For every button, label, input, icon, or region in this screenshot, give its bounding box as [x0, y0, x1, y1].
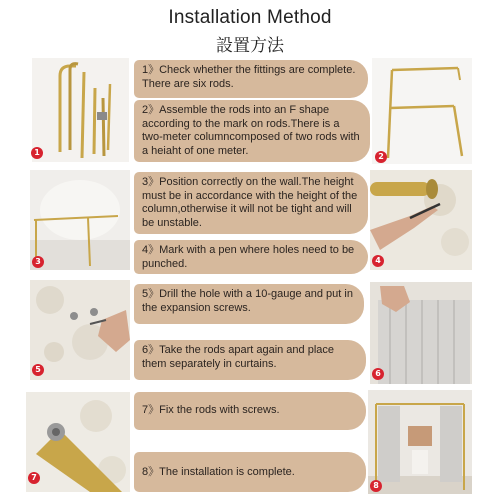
- finished-room-photo: [368, 390, 472, 494]
- drill-photo: [30, 280, 130, 380]
- step-2-text: 2》Assemble the rods into an F shape according to the mark on rods.There is a two-meter columncomposed of two rods with a heiaht of one meter.: [134, 100, 370, 162]
- step-number-badge: 7: [28, 472, 40, 484]
- step-number-badge: 6: [372, 368, 384, 380]
- step-7-text: 7》Fix the rods with screws.: [134, 392, 366, 430]
- page-subtitle: 設置方法: [216, 36, 284, 56]
- step-4-text: 4》Mark with a pen where holes need to be punched.: [134, 240, 368, 274]
- step-number-badge: 1: [31, 147, 43, 159]
- rods-photo: [32, 58, 129, 162]
- step-1-text: 1》Check whether the fittings are complete. There are six rods.: [134, 60, 368, 98]
- page-title: Installation Method: [168, 7, 332, 28]
- screw-photo: [26, 392, 130, 492]
- curtain-photo: [370, 282, 472, 384]
- step-5-text: 5》Drill the hole with a 10-gauge and put in the expansion screws.: [134, 284, 364, 324]
- step-number-badge: 3: [32, 256, 44, 268]
- step-number-badge: 8: [370, 480, 382, 492]
- wall-frame-photo: [30, 170, 130, 270]
- step-6-text: 6》Take the rods apart again and place them separately in curtains.: [134, 340, 366, 380]
- step-3-text: 3》Position correctly on the wall.The height must be in accordance with the height of the column,otherwise it will not be tight and will be unstable.: [134, 172, 368, 234]
- pen-mark-photo: [370, 170, 472, 270]
- step-8-text: 8》The installation is complete.: [134, 452, 366, 492]
- step-number-badge: 5: [32, 364, 44, 376]
- step-number-badge: 2: [375, 151, 387, 163]
- step-number-badge: 4: [372, 255, 384, 267]
- f-frame-photo: [372, 58, 472, 164]
